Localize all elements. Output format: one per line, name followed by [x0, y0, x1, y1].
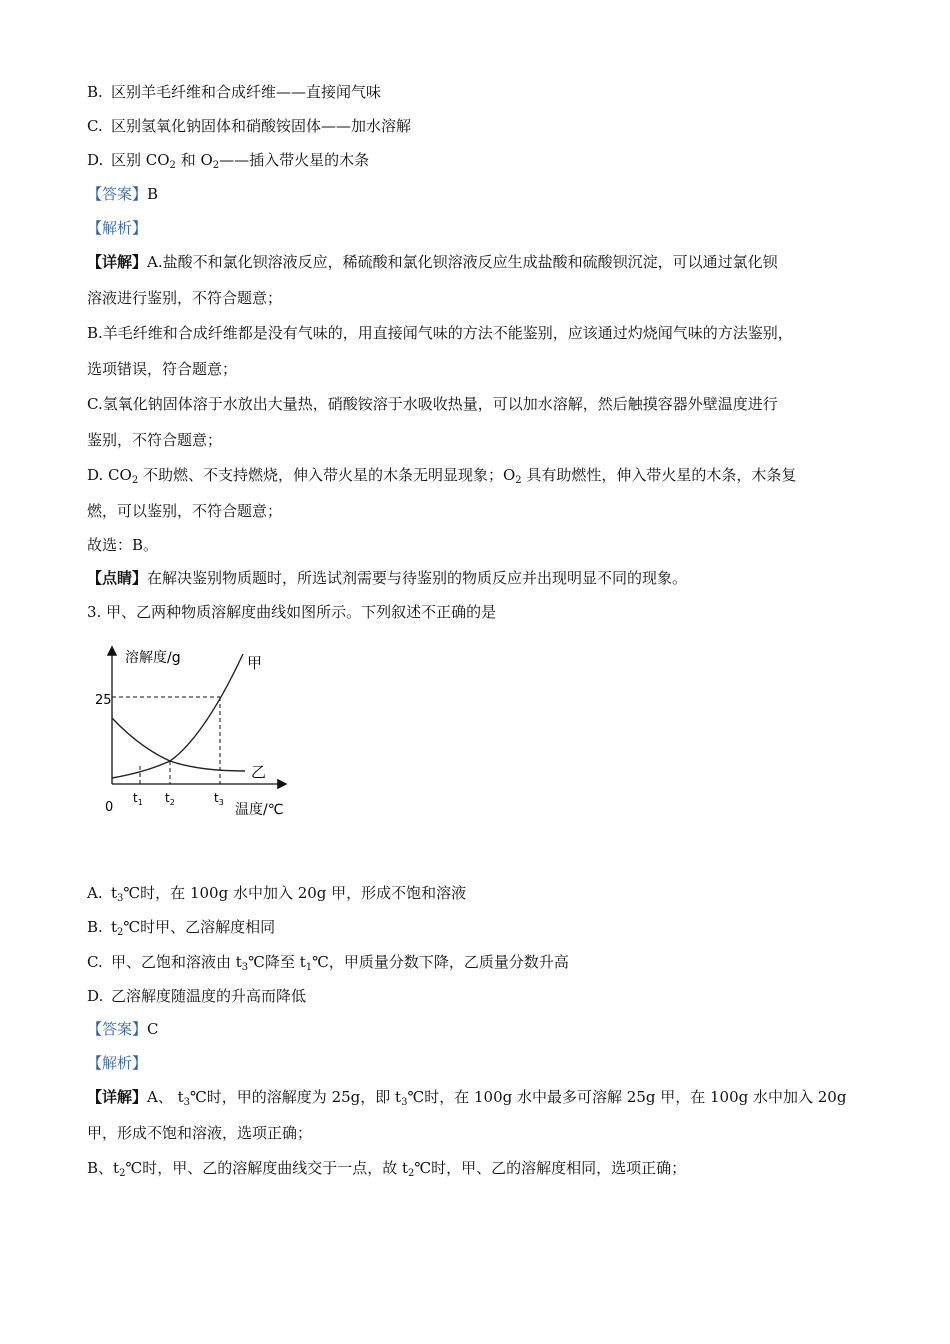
x-tick-t2: $t_2$ [165, 791, 175, 807]
series-jia-curve [112, 654, 243, 778]
detail-q2-b2: 选项错误，符合题意； [87, 360, 238, 378]
series-yi-label: 乙 [251, 763, 267, 781]
question-3-stem: 3. 甲、乙两种物质溶解度曲线如图所示。下列叙述不正确的是 [87, 603, 497, 621]
solubility-chart [95, 642, 305, 822]
tip-q2: 【点睛】在解决鉴别物质题时，所选试剂需要与待鉴别的物质反应并出现明显不同的现象。 [87, 569, 688, 587]
option-d-q3: D. 乙溶解度随温度的升高而降低 [87, 987, 307, 1005]
answer-q3: 【答案】C [87, 1020, 159, 1038]
origin-label: 0 [105, 800, 114, 815]
x-tick-t1: $t_1$ [133, 791, 143, 807]
y-axis-label: 溶解度/g [125, 650, 181, 666]
option-a-q3: A. $t_3℃$时，在 100g 水中加入 20g 甲，形成不饱和溶液 [87, 884, 467, 904]
option-b-q2: B. 区别羊毛纤维和合成纤维——直接闻气味 [87, 83, 382, 101]
detail-q2-conclusion: 故选：B。 [87, 536, 159, 554]
detail-q2-a2: 溶液进行鉴别，不符合题意； [87, 289, 283, 307]
y-tick-25: 25 [95, 693, 112, 708]
detail-q3-b1: B、$t_2℃$时，甲、乙的溶解度曲线交于一点，故 $t_2℃$时，甲、乙的溶解度相同，选项正确； [87, 1159, 687, 1179]
detail-q2-a1: 【详解】A.盐酸不和氯化钡溶液反应，稀硫酸和氯化钡溶液反应生成盐酸和硫酸钡沉淀，可以通过氯化钡 [87, 253, 778, 271]
detail-q3-a2: 甲，形成不饱和溶液，选项正确； [87, 1124, 313, 1142]
x-axis-label: 温度/℃ [235, 802, 284, 818]
option-b-q3: B. $t_2℃$时甲、乙溶解度相同 [87, 918, 276, 938]
detail-q2-d2: 燃，可以鉴别，不符合题意； [87, 502, 283, 520]
series-jia-label: 甲 [247, 654, 263, 672]
x-tick-t3: $t_3$ [214, 791, 224, 807]
option-c-q3: C. 甲、乙饱和溶液由 $t_3℃$降至 $t_1℃$，甲质量分数下降，乙质量分数升高 [87, 953, 569, 973]
detail-q3-a1: 【详解】A、 $t_3℃$时，甲的溶解度为 25g，即 $t_3℃$时，在 100g 水中最多可溶解 25g 甲，在 100g 水中加入 20g [87, 1088, 847, 1108]
analysis-label-q3: 【解析】 [87, 1054, 148, 1072]
detail-q2-c2: 鉴别，不符合题意； [87, 431, 223, 449]
option-d-q2: D. 区别 $CO_2$ 和 $O_2——$插入带火星的木条 [87, 151, 370, 171]
analysis-label-q2: 【解析】 [87, 219, 148, 237]
detail-q2-c1: C.氢氧化钠固体溶于水放出大量热，硝酸铵溶于水吸收热量，可以加水溶解，然后触摸容器外壁温度进行 [87, 395, 778, 413]
detail-q2-b1: B.羊毛纤维和合成纤维都是没有气味的，用直接闻气味的方法不能鉴别，应该通过灼烧闻气味的方法鉴别， [87, 324, 793, 342]
answer-q2: 【答案】B [87, 185, 159, 203]
series-yi-curve [112, 718, 245, 771]
option-c-q2: C. 区别氢氧化钠固体和硝酸铵固体——加水溶解 [87, 117, 412, 135]
detail-q2-d1: D. $CO_2$ 不助燃、不支持燃烧，伸入带火星的木条无明显现象；$O_2$ 具有助燃性，伸入带火星的木条，木条复 [87, 466, 797, 486]
